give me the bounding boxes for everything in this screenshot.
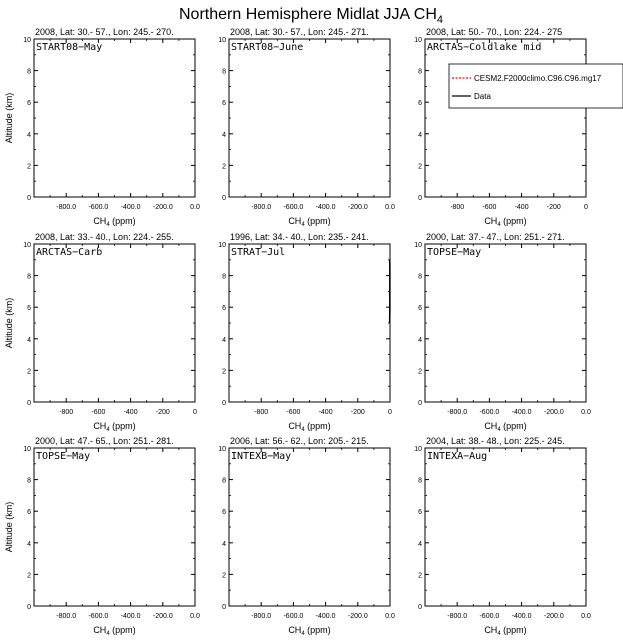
panel-4 [4, 232, 197, 433]
panel-label: TOPSE−May [427, 247, 482, 258]
y-tick-label: 6 [418, 305, 422, 313]
panels-layer [4, 27, 591, 637]
x-tick-label: -600 [482, 204, 497, 211]
y-tick-label: 10 [414, 37, 422, 44]
x-tick-label: 0.0 [190, 204, 200, 211]
panel-header: 2008, Lat: 33.- 40., Lon: 224.- 255. [35, 232, 174, 242]
panel-7 [4, 436, 200, 637]
y-axis-title: Altitude (km) [4, 297, 14, 349]
legend-label-1: CESM2.F2000climo.C96.C96.mg17 [474, 74, 602, 83]
y-tick-label: 0 [27, 400, 31, 407]
y-tick-label: 8 [222, 68, 226, 76]
x-tick-label: -800.0 [447, 613, 468, 620]
x-tick-label: -400.0 [120, 613, 141, 620]
x-axis-title-subscript: 4 [106, 427, 110, 433]
x-tick-label: 0 [388, 409, 392, 416]
y-tick-label: 4 [222, 131, 226, 139]
y-tick-label: 4 [27, 131, 31, 139]
y-tick-label: 6 [222, 305, 226, 313]
panel-header: 2000, Lat: 37.- 47., Lon: 251.- 271. [426, 232, 565, 242]
y-tick-label: 0 [27, 604, 31, 611]
panel-label: STRAT−Jul [231, 247, 286, 258]
y-tick-label: 6 [27, 509, 31, 517]
x-tick-label: -400.0 [315, 204, 336, 211]
panel-label: ARCTAS−Coldlake mid [427, 42, 542, 53]
y-tick-label: 8 [418, 477, 422, 485]
x-tick-label: -200 [546, 204, 561, 211]
x-axis-title-unit: (ppm) [109, 421, 136, 431]
y-tick-label: 6 [222, 509, 226, 517]
x-tick-label: -600.0 [479, 613, 500, 620]
x-axis-title-main: CH [484, 421, 498, 431]
y-tick-label: 2 [27, 163, 31, 171]
x-tick-label: -400 [123, 409, 138, 416]
x-tick-label: -200.0 [347, 613, 368, 620]
y-tick-label: 0 [418, 195, 422, 202]
y-tick-label: 10 [414, 446, 422, 453]
panel-8 [218, 436, 395, 637]
y-axis-title: Altitude (km) [4, 92, 14, 144]
legend [449, 64, 623, 108]
y-tick-label: 0 [418, 604, 422, 611]
x-tick-label: -400 [514, 204, 529, 211]
x-axis-title-unit: (ppm) [304, 421, 331, 431]
y-tick-label: 4 [418, 540, 422, 548]
x-axis-title-main: CH [93, 216, 107, 226]
x-tick-label: -800 [59, 409, 74, 416]
x-axis-title-subscript: 4 [497, 427, 501, 433]
panel-header: 2000, Lat: 47.- 65., Lon: 251.- 281. [35, 436, 174, 446]
y-tick-label: 4 [222, 336, 226, 344]
x-tick-label: -800.0 [56, 204, 77, 211]
x-tick-label: -200.0 [543, 409, 564, 416]
x-tick-label: -400.0 [315, 613, 336, 620]
y-tick-label: 10 [218, 242, 226, 249]
x-axis-title-main: CH [93, 421, 107, 431]
plot-frame [34, 448, 195, 606]
y-tick-label: 8 [418, 68, 422, 76]
x-axis-title-subscript: 4 [301, 631, 305, 637]
x-tick-label: -600.0 [283, 204, 304, 211]
x-axis-title-main: CH [288, 625, 302, 635]
x-axis-title-subscript: 4 [497, 222, 501, 228]
y-tick-label: 8 [222, 477, 226, 485]
y-tick-label: 2 [418, 368, 422, 376]
y-tick-label: 0 [27, 195, 31, 202]
panel-label: ARCTAS−Carb [36, 247, 103, 258]
x-axis-title [484, 216, 526, 228]
legend-box [449, 64, 623, 108]
x-tick-label: -800.0 [447, 409, 468, 416]
plot-frame [229, 244, 390, 402]
y-tick-label: 6 [222, 100, 226, 108]
y-tick-label: 4 [418, 336, 422, 344]
x-tick-label: 0.0 [385, 204, 395, 211]
y-tick-label: 2 [418, 572, 422, 580]
x-tick-label: -800.0 [56, 613, 77, 620]
figure-title-main: Northern Hemisphere Midlat JJA CH [179, 6, 437, 23]
panel-label: INTEXB−May [231, 451, 292, 462]
x-tick-label: -200.0 [347, 204, 368, 211]
x-axis-title [93, 625, 135, 637]
x-tick-label: 0.0 [190, 613, 200, 620]
plot-frame [229, 39, 390, 197]
x-axis-title-main: CH [288, 421, 302, 431]
y-tick-label: 10 [218, 446, 226, 453]
y-tick-label: 6 [27, 305, 31, 313]
x-axis-title [484, 421, 526, 433]
x-axis-title [93, 216, 135, 228]
panel-header: 2008, Lat: 30.- 57., Lon: 245.- 271. [230, 27, 369, 37]
x-tick-label: -600.0 [88, 204, 109, 211]
x-tick-label: -400.0 [511, 613, 532, 620]
y-tick-label: 10 [218, 37, 226, 44]
x-axis-title-unit: (ppm) [304, 216, 331, 226]
y-tick-label: 10 [23, 242, 31, 249]
x-tick-label: -200.0 [543, 613, 564, 620]
x-tick-label: -800.0 [251, 613, 272, 620]
x-axis-title-main: CH [288, 216, 302, 226]
x-axis-title-main: CH [93, 625, 107, 635]
panel-9 [414, 436, 591, 637]
panel-3 [414, 27, 588, 228]
panel-label: TOPSE−May [36, 451, 91, 462]
plot-frame [34, 39, 195, 197]
x-tick-label: -600.0 [88, 613, 109, 620]
y-tick-label: 6 [27, 100, 31, 108]
x-axis-title [484, 625, 526, 637]
x-tick-label: -200.0 [152, 613, 173, 620]
y-tick-label: 6 [418, 100, 422, 108]
panel-header: 1996, Lat: 34.- 40., Lon: 235.- 241. [230, 232, 369, 242]
y-tick-label: 2 [222, 572, 226, 580]
x-axis-title-subscript: 4 [106, 222, 110, 228]
x-axis-title [288, 625, 330, 637]
panel-1 [4, 27, 200, 228]
y-tick-label: 8 [27, 68, 31, 76]
y-tick-label: 2 [27, 368, 31, 376]
x-tick-label: -600 [91, 409, 106, 416]
panel-2 [218, 27, 395, 228]
x-axis-title-unit: (ppm) [109, 216, 136, 226]
y-tick-label: 8 [27, 477, 31, 485]
x-tick-label: 0.0 [385, 613, 395, 620]
x-tick-label: -800 [254, 409, 269, 416]
x-tick-label: -600.0 [479, 409, 500, 416]
panel-5 [218, 232, 392, 433]
x-tick-label: -400.0 [511, 409, 532, 416]
y-tick-label: 4 [27, 540, 31, 548]
plot-frame [425, 39, 586, 197]
y-tick-label: 4 [222, 540, 226, 548]
x-axis-title-unit: (ppm) [500, 421, 527, 431]
x-axis-title-subscript: 4 [497, 631, 501, 637]
panel-label: START08−May [36, 42, 103, 53]
x-tick-label: -200 [350, 409, 365, 416]
x-axis-title-unit: (ppm) [500, 216, 527, 226]
y-tick-label: 8 [27, 273, 31, 281]
y-tick-label: 10 [23, 446, 31, 453]
x-tick-label: 0 [584, 204, 588, 211]
plot-frame [425, 244, 586, 402]
y-tick-label: 4 [27, 336, 31, 344]
x-tick-label: 0.0 [581, 613, 591, 620]
x-axis-title [93, 421, 135, 433]
x-tick-label: 0 [193, 409, 197, 416]
x-tick-label: -400 [318, 409, 333, 416]
figure-title [179, 6, 443, 26]
y-tick-label: 6 [418, 509, 422, 517]
plot-frame [425, 448, 586, 606]
y-tick-label: 4 [418, 131, 422, 139]
x-axis-title-unit: (ppm) [500, 625, 527, 635]
x-axis-title-main: CH [484, 216, 498, 226]
y-tick-label: 0 [222, 400, 226, 407]
plot-frame [34, 244, 195, 402]
x-axis-title-main: CH [484, 625, 498, 635]
panel-header: 2006, Lat: 56.- 62., Lon: 205.- 215. [230, 436, 369, 446]
panel-label: INTEXA−Aug [427, 451, 488, 462]
x-tick-label: -200 [155, 409, 170, 416]
figure-title-subscript: 4 [436, 14, 443, 26]
x-axis-title-subscript: 4 [301, 222, 305, 228]
x-tick-label: -600.0 [283, 613, 304, 620]
panel-6 [414, 232, 591, 433]
y-tick-label: 2 [27, 572, 31, 580]
x-axis-title-subscript: 4 [301, 427, 305, 433]
x-tick-label: -600 [286, 409, 301, 416]
panel-header: 2008, Lat: 50.- 70., Lon: 224.- 275 [426, 27, 563, 37]
y-tick-label: 2 [222, 163, 226, 171]
x-tick-label: -800 [450, 204, 465, 211]
x-axis-title-unit: (ppm) [109, 625, 136, 635]
panel-label: START08−June [231, 42, 304, 53]
y-tick-label: 0 [222, 195, 226, 202]
x-axis-title-unit: (ppm) [304, 625, 331, 635]
x-axis-title [288, 216, 330, 228]
x-tick-label: 0.0 [581, 409, 591, 416]
x-tick-label: -400.0 [120, 204, 141, 211]
x-axis-title-subscript: 4 [106, 631, 110, 637]
y-tick-label: 2 [418, 163, 422, 171]
legend-label-2: Data [474, 92, 491, 101]
y-axis-title: Altitude (km) [4, 501, 14, 553]
y-tick-label: 10 [414, 242, 422, 249]
panel-header: 2008, Lat: 30.- 57., Lon: 245.- 270. [35, 27, 174, 37]
x-axis-title [288, 421, 330, 433]
x-tick-label: -200.0 [152, 204, 173, 211]
y-tick-label: 0 [222, 604, 226, 611]
panel-header: 2004, Lat: 38.- 48., Lon: 225.- 245. [426, 436, 565, 446]
y-tick-label: 0 [418, 400, 422, 407]
y-tick-label: 8 [222, 273, 226, 281]
y-tick-label: 8 [418, 273, 422, 281]
plot-frame [229, 448, 390, 606]
y-tick-label: 10 [23, 37, 31, 44]
y-tick-label: 2 [222, 368, 226, 376]
x-tick-label: -800.0 [251, 204, 272, 211]
